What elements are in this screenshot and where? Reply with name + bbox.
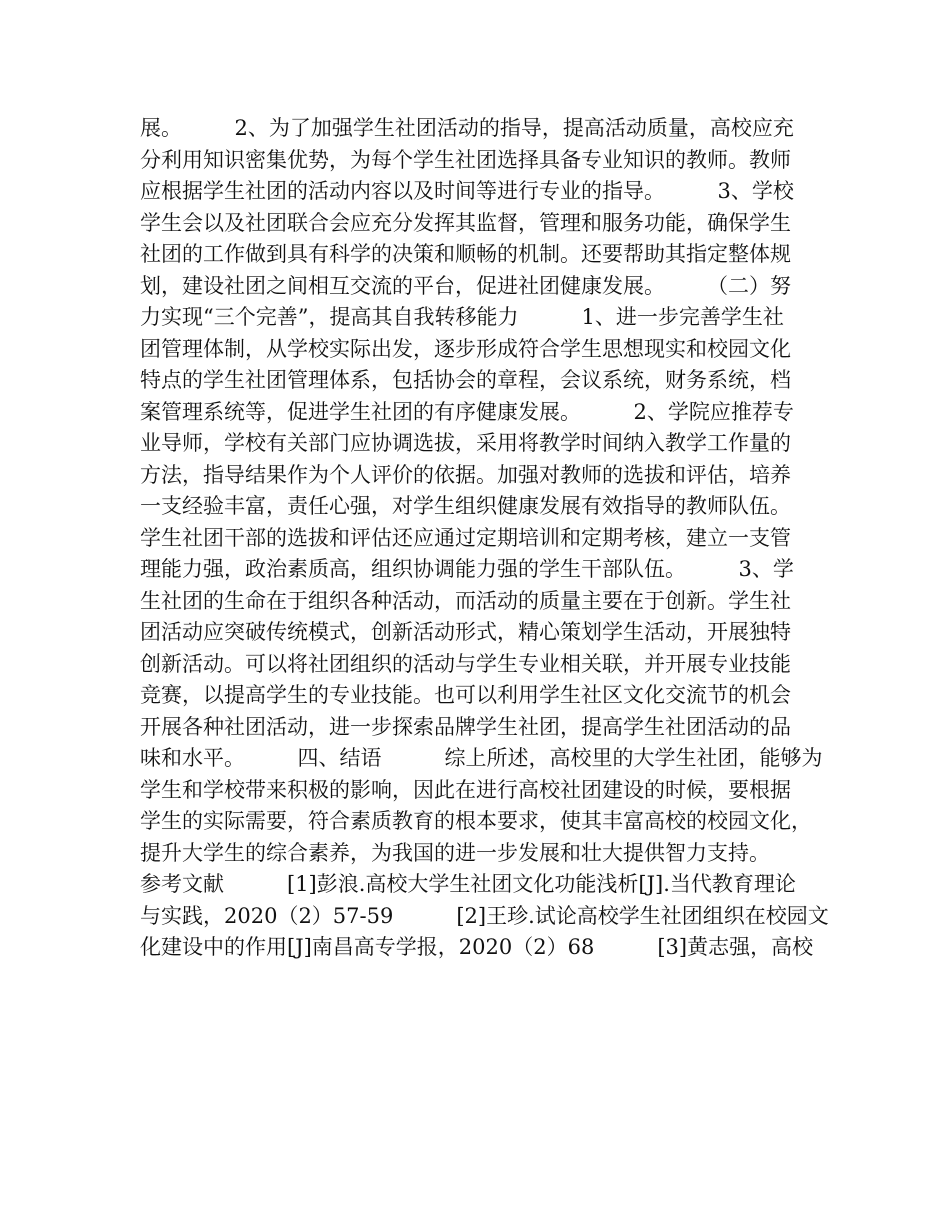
text-line: 划，建设社团之间相互交流的平台，促进社团健康发展。 （二）努 — [140, 273, 791, 298]
text-line: 团活动应突破传统模式，创新活动形式，精心策划学生活动，开展独特 — [140, 620, 791, 644]
text-line: 理能力强，政治素质高，组织协调能力强的学生干部队伍。 3、学 — [140, 557, 794, 581]
text-line: 味和水平。 四、结语 综上所述，高校里的大学生社团，能够为 — [140, 746, 823, 770]
text-line: 化建设中的作用[J]南昌高专学报，2020（2）68 [3]黄志强，高校 — [140, 935, 814, 959]
text-line: 力实现“三个完善”，提高其自我转移能力 1、进一步完善学生社 — [140, 305, 784, 329]
text-line: 生社团的生命在于组织各种活动，而活动的质量主要在于创新。学生社 — [140, 588, 791, 613]
text-line: 创新活动。可以将社团组织的活动与学生专业相关联，并开展专业技能 — [140, 651, 791, 676]
text-line: 参考文献 [1]彭浪.高校大学生社团文化功能浅析[J].当代教育理论 — [140, 872, 796, 896]
text-line: 分利用知识密集优势，为每个学生社团选择具备专业知识的教师。教师 — [140, 147, 791, 172]
body-text — [140, 113, 830, 964]
text-line: 方法，指导结果作为个人评价的依据。加强对教师的选拔和评估，培养 — [140, 462, 791, 487]
text-line: 特点的学生社团管理体系，包括协会的章程，会议系统，财务系统，档 — [140, 368, 791, 392]
text-line: 社团的工作做到具有科学的决策和顺畅的机制。还要帮助其指定整体规 — [140, 242, 791, 266]
text-line: 学生会以及社团联合会应充分发挥其监督，管理和服务功能，确保学生 — [140, 210, 791, 235]
text-line: 竞赛，以提高学生的专业技能。也可以利用学生社区文化交流节的机会 — [140, 683, 791, 707]
text-line: 学生社团干部的选拔和评估还应通过定期培训和定期考核，建立一支管 — [140, 525, 791, 550]
text-line: 一支经验丰富，责任心强，对学生组织健康发展有效指导的教师队伍。 — [140, 494, 791, 518]
text-line: 案管理系统等，促进学生社团的有序健康发展。 2、学院应推荐专 — [140, 399, 794, 424]
text-line: 应根据学生社团的活动内容以及时间等进行专业的指导。 3、学校 — [140, 179, 794, 203]
text-line: 业导师，学校有关部门应协调选拔，采用将教学时间纳入教学工作量的 — [140, 431, 791, 455]
text-line: 展。 2、为了加强学生社团活动的指导，提高活动质量，高校应充 — [140, 116, 794, 140]
text-line: 提升大学生的综合素养，为我国的进一步发展和壮大提供智力支持。 — [140, 840, 770, 865]
text-line: 与实践，2020（2）57-59 [2]王珍.试论高校学生社团组织在校园文 — [140, 903, 829, 928]
text-line: 学生和学校带来积极的影响，因此在进行高校社团建设的时候，要根据 — [140, 777, 791, 802]
text-line: 开展各种社团活动，进一步探索品牌学生社团，提高学生社团活动的品 — [140, 714, 791, 739]
text-line: 学生的实际需要，符合素质教育的根本要求，使其丰富高校的校园文化， — [140, 809, 812, 833]
text-line: 团管理体制，从学校实际出发，逐步形成符合学生思想现实和校园文化 — [140, 336, 791, 361]
